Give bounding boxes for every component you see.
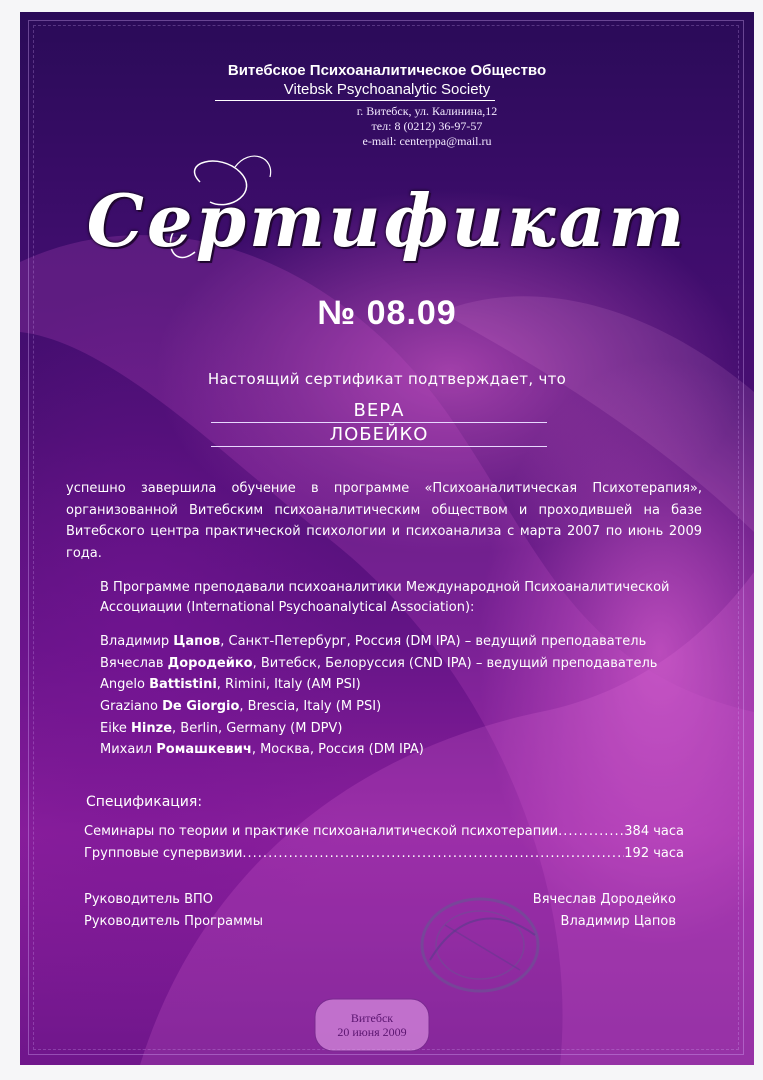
teachers-list [100,631,700,761]
org-phone: тел: 8 (0212) 36-97-57 [371,119,483,133]
spec-value: 192 часа [624,846,684,861]
spec-value: 384 часа [624,824,684,839]
teacher-item: Graziano De Giorgio, Brescia, Italy (M PSI) [100,699,382,715]
certificate [20,12,754,1065]
completion-text: успешно завершила обучение в программе «Психоаналитическая Психотерапия», организованной Витебским психоаналитическим обществом и проходившей на базе Витебского центра практической психологии и психоанализа с марта 2007 по июнь 2009 года. [66,481,702,561]
teacher-item: Михаил Ромашкевич, Москва, Россия (DM IPA) [100,742,424,758]
signature-role-2: Руководитель Программы [84,914,263,929]
spec-item [84,824,684,839]
spec-item [84,846,684,861]
spec-label: Групповые супервизии [84,846,243,861]
teacher-item: Eike Hinze, Berlin, Germany (M DPV) [100,720,343,736]
stamp-date: 20 июня 2009 [337,1025,407,1039]
signature-role-1: Руководитель ВПО [84,892,213,907]
signature-name-2: Владимир Цапов [560,914,676,929]
recipient-last-name: ЛОБЕЙКО [211,424,547,447]
org-name-en: Vitebsk Psychoanalytic Society [283,81,491,98]
teachers-intro: В Программе преподавали психоаналитики Международной Психоаналитической Ассоциации (International Psychoanalytical Association): [100,580,670,615]
confirm-text: Настоящий сертификат подтверждает, что [207,370,567,388]
teacher-item: Вячеслав Дородейко, Витебск, Белоруссия (CND IPA) – ведущий преподаватель [100,655,658,671]
spec-label: Семинары по теории и практике психоаналитической психотерапии [84,824,559,839]
org-address: г. Витебск, ул. Калинина,12 [356,104,498,118]
official-seal [410,890,550,1000]
leader-dots [558,824,624,839]
teacher-item: Angelo Battistini, Rimini, Italy (AM PSI) [100,677,361,693]
header-divider [215,100,495,101]
org-email: e-mail: centerppa@mail.ru [362,134,492,148]
certificate-number: № 08.09 [317,294,457,332]
signature-name-1: Вячеслав Дородейко [532,892,676,907]
stamp-city: Витебск [350,1011,394,1025]
org-name-ru: Витебское Психоаналитическое Общество [227,62,547,79]
teacher-item: Владимир Цапов, Санкт-Петербург, Россия (DM IPA) – ведущий преподаватель [100,634,647,649]
certificate-title: Сертификат [86,178,688,263]
recipient-first-name: ВЕРА [211,400,547,423]
date-stamp-text [312,1011,432,1039]
leader-dots [242,846,624,861]
spec-title: Спецификация: [86,794,203,810]
